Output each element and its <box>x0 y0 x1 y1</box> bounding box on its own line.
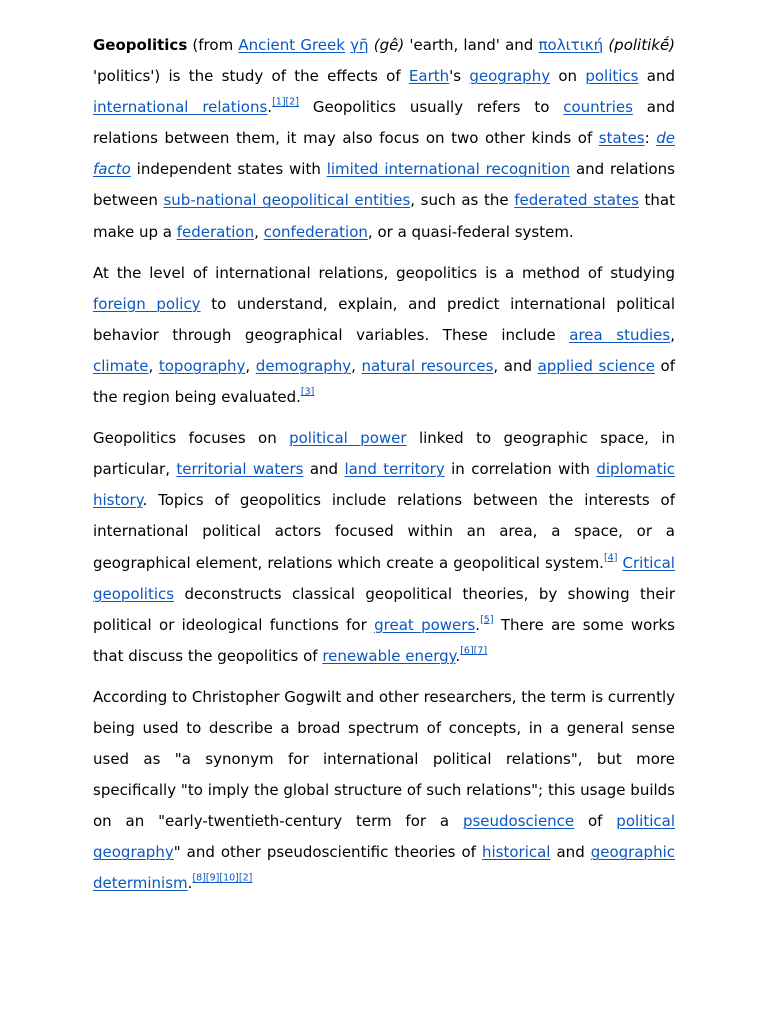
body-text: 'earth, land' and <box>404 36 539 54</box>
body-text: and relations between them, it may also focus on two other kinds of <box>93 98 675 148</box>
article-link[interactable]: πολιτική <box>538 36 604 54</box>
body-text: of <box>574 812 617 831</box>
citation-link[interactable]: [6] <box>460 645 474 657</box>
citation-link[interactable]: [1] <box>272 96 286 108</box>
article-link[interactable]: international relations <box>93 98 268 117</box>
article-link[interactable]: γῆ <box>350 36 369 54</box>
article-link[interactable]: topography <box>158 356 246 375</box>
article-link[interactable]: applied science <box>537 356 655 375</box>
article-link[interactable]: great powers <box>374 615 476 634</box>
body-text: deconstructs classical geopolitical theories, by showing their political or ideological functions for <box>93 584 675 634</box>
article-link[interactable]: pseudoscience <box>462 812 575 831</box>
article-link[interactable]: diplomatic history <box>93 460 675 510</box>
citation-link[interactable]: [7] <box>473 645 488 657</box>
body-text: . Topics of geopolitics include relations between the interests of international political actors focused within an area, a space, or a geographical element, relations which create a geopolitical system. <box>93 491 675 572</box>
body-text: , <box>254 222 264 241</box>
body-text: 's <box>449 67 470 86</box>
body-text: : <box>644 129 657 148</box>
transliteration-text: (politikḗ) <box>608 36 676 54</box>
article-link[interactable]: de facto <box>93 129 675 179</box>
article-link[interactable]: natural resources <box>361 356 494 375</box>
citation-ref <box>301 386 314 397</box>
citation-ref <box>272 97 285 108</box>
body-text: linked to geographic space, in particular, <box>93 429 676 479</box>
body-text: and relations between <box>93 160 675 210</box>
article-link[interactable]: federated states <box>514 191 639 210</box>
body-text: in correlation with <box>444 460 597 479</box>
paragraph-3 <box>93 423 675 672</box>
article-link[interactable]: politics <box>585 67 639 86</box>
body-text: , or a quasi-federal system. <box>367 222 574 241</box>
body-text: , such as the <box>410 191 515 210</box>
body-text: , and <box>493 356 538 375</box>
body-text: that make up a <box>93 191 675 241</box>
citation-link[interactable]: [2] <box>238 872 253 884</box>
article-link[interactable]: foreign policy <box>93 294 201 313</box>
citation-link[interactable]: [2] <box>285 96 300 108</box>
article-body <box>93 30 675 910</box>
body-text: . <box>187 874 193 893</box>
citation-ref <box>460 645 473 656</box>
article-link[interactable]: territorial waters <box>176 460 304 479</box>
body-text: and <box>303 460 345 479</box>
body-text: " and other pseudoscientific theories of <box>173 843 482 862</box>
article-link[interactable]: countries <box>563 98 633 117</box>
body-text: . <box>455 646 461 665</box>
citation-ref <box>206 873 219 884</box>
transliteration-text: (gê) <box>373 36 405 54</box>
paragraph-4 <box>93 682 675 900</box>
citation-ref <box>604 552 617 563</box>
article-link[interactable]: limited international recognition <box>326 160 571 179</box>
citation-link[interactable]: [3] <box>300 386 315 398</box>
article-link[interactable]: renewable energy <box>322 646 456 665</box>
body-text: to understand, explain, and predict international political behavior through geographical variables. These include <box>93 294 675 344</box>
citation-ref <box>286 97 299 108</box>
paragraph-2 <box>93 258 675 413</box>
article-link[interactable]: federation <box>176 222 255 241</box>
article-link[interactable]: demography <box>255 356 352 375</box>
body-text: of the region being evaluated. <box>93 356 676 407</box>
citation-ref <box>192 873 205 884</box>
body-text: and <box>638 67 675 86</box>
article-link[interactable]: Critical geopolitics <box>93 553 675 603</box>
body-text: According to Christopher Gogwilt and other researchers, the term is currently being used to describe a broad spectrum of concepts, in a general sense used as "a synonym for international political relations", but more specifically "to imply the global structure of such relations"; this usage builds on an "early-twentieth-century term for a <box>93 687 675 831</box>
citation-ref <box>239 873 252 884</box>
body-text: on <box>550 67 586 86</box>
article-link[interactable]: confederation <box>263 222 368 241</box>
citation-link[interactable]: [4] <box>603 551 618 563</box>
body-text: , <box>351 356 362 375</box>
article-link[interactable]: geography <box>469 67 551 86</box>
article-link[interactable]: political power <box>289 429 407 448</box>
article-link[interactable]: sub-national geopolitical entities <box>163 191 411 210</box>
body-text: Geopolitics focuses on <box>93 429 290 448</box>
body-text: (from <box>187 36 239 54</box>
article-link[interactable]: political geography <box>93 812 675 862</box>
body-text: 'politics') is the study of the effects of <box>93 67 409 86</box>
article-link[interactable]: historical <box>481 843 551 862</box>
article-link[interactable]: Earth <box>408 67 450 86</box>
body-text: Geopolitics usually refers to <box>299 98 564 117</box>
body-text: , <box>245 356 256 375</box>
body-text: . <box>267 98 273 117</box>
body-text: and <box>550 843 591 862</box>
body-text: , <box>670 325 675 344</box>
citation-ref <box>480 614 493 625</box>
article-link[interactable]: Ancient Greek <box>238 36 345 54</box>
article-link[interactable]: climate <box>93 356 149 375</box>
body-text: . <box>475 615 481 634</box>
article-link[interactable]: geographic determinism <box>93 843 675 893</box>
citation-link[interactable]: [5] <box>480 614 494 626</box>
article-link[interactable]: states <box>598 129 645 148</box>
body-text: There are some works that discuss the geopolitics of <box>93 615 675 665</box>
citation-link[interactable]: [9] <box>205 872 220 884</box>
article-term-bold: Geopolitics <box>93 36 188 54</box>
body-text: , <box>148 356 159 375</box>
body-text: independent states with <box>130 160 327 179</box>
citation-link[interactable]: [10] <box>219 872 239 884</box>
citation-ref <box>219 873 239 884</box>
citation-link[interactable]: [8] <box>192 872 206 884</box>
citation-ref <box>474 645 487 656</box>
body-text: At the level of international relations, geopolitics is a method of studying <box>93 263 675 282</box>
paragraph-1 <box>93 30 675 248</box>
article-link[interactable]: area studies <box>569 325 671 344</box>
article-link[interactable]: land territory <box>344 460 445 479</box>
